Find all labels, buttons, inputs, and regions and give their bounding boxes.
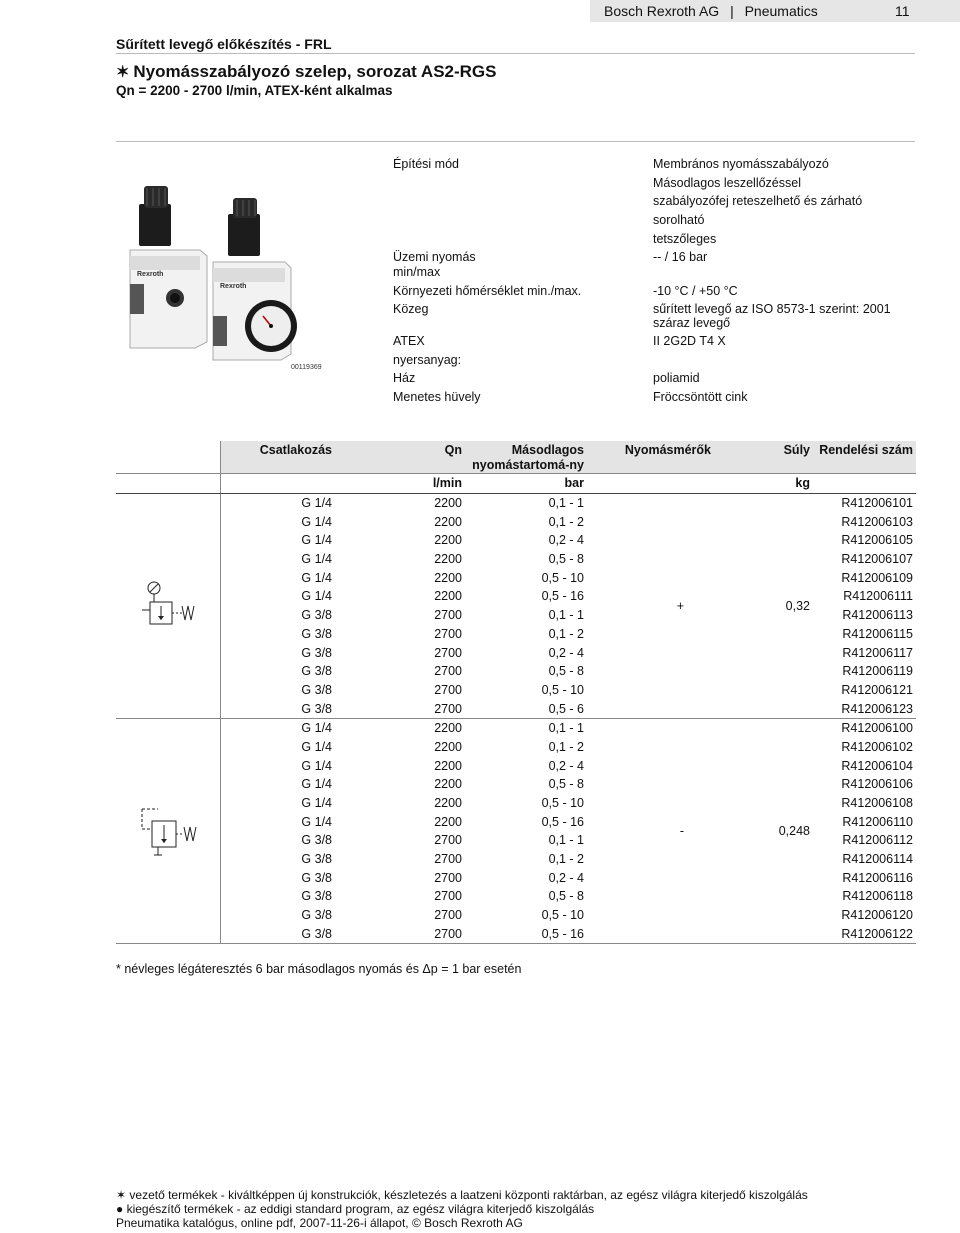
- spec-label: ATEX: [393, 334, 425, 348]
- cell-qn: 2700: [434, 833, 462, 848]
- cell-range: 0,5 - 8: [548, 889, 584, 904]
- cell-qn: 2700: [434, 852, 462, 867]
- cell-connection: G 3/8: [301, 664, 332, 679]
- cell-range: 0,5 - 8: [548, 777, 584, 792]
- cell-range: 0,1 - 2: [548, 514, 584, 529]
- cell-order-number: R412006106: [841, 777, 913, 792]
- divider: [116, 53, 915, 54]
- header-company: Bosch Rexroth AG | Pneumatics: [604, 3, 818, 19]
- cell-connection: G 1/4: [301, 514, 332, 529]
- cell-connection: G 1/4: [301, 552, 332, 567]
- lead-product-icon: ✶: [116, 1188, 127, 1202]
- header-order: Rendelési szám: [813, 441, 916, 474]
- spec-value: poliamid: [653, 371, 700, 385]
- cell-qn: 2200: [434, 721, 462, 736]
- cell-range: 0,1 - 2: [548, 626, 584, 641]
- cell-qn: 2700: [434, 682, 462, 697]
- cell-range: 0,5 - 10: [541, 908, 584, 923]
- cell-qn: 2700: [335, 699, 465, 718]
- cell-connection: G 3/8: [301, 682, 332, 697]
- cell-range: 0,1 - 1: [548, 833, 584, 848]
- cell-connection: G 1/4: [301, 796, 332, 811]
- cell-qn: 2200: [434, 533, 462, 548]
- cell-order-number: R412006111: [843, 589, 913, 604]
- cell-connection: G 1/4: [301, 496, 332, 511]
- cell-range: 0,2 - 4: [548, 533, 584, 548]
- header-weight: Súly: [714, 441, 813, 474]
- divider: [116, 141, 915, 142]
- spec-value: sűrített levegő az ISO 8573-1 szerint: 2001 száraz levegő: [653, 302, 891, 330]
- cell-range: 0,5 - 6: [465, 699, 587, 718]
- cell-range: 0,1 - 1: [548, 721, 584, 736]
- cell-qn: 2700: [434, 908, 462, 923]
- table-units-row: [116, 474, 916, 494]
- cell-order-number: R412006104: [841, 758, 913, 773]
- header-connection: Csatlakozás: [221, 441, 336, 474]
- cell-qn: 2700: [434, 870, 462, 885]
- section-title: Sűrített levegő előkészítés - FRL: [116, 36, 332, 52]
- header-gauge: Nyomásmérők: [587, 441, 714, 474]
- cell-qn: 2200: [434, 814, 462, 829]
- cell-connection: G 3/8: [301, 608, 332, 623]
- table-row: [116, 493, 916, 512]
- cell-connection: G 3/8: [221, 699, 336, 718]
- cell-order-number: R412006105: [841, 533, 913, 548]
- spec-value: II 2G2D T4 X: [653, 334, 726, 348]
- cell-order-number: R412006119: [842, 664, 913, 679]
- spec-label: Menetes hüvely: [393, 390, 481, 404]
- cell-qn: 2200: [434, 777, 462, 792]
- cell-range: 0,5 - 16: [465, 925, 587, 944]
- cell-range: 0,1 - 2: [548, 739, 584, 754]
- product-subtitle: Qn = 2200 - 2700 l/min, ATEX-ként alkalmas: [116, 83, 393, 98]
- cell-qn: 2200: [434, 514, 462, 529]
- complementary-product-icon: ●: [116, 1202, 124, 1216]
- cell-connection: G 1/4: [301, 570, 332, 585]
- cell-range: 0,1 - 2: [548, 852, 584, 867]
- cell-qn: 2700: [434, 626, 462, 641]
- spec-value: Fröccsöntött cink: [653, 390, 748, 404]
- header-qn: Qn: [335, 441, 465, 474]
- spec-label: nyersanyag:: [393, 353, 462, 367]
- product-title: ✶ Nyomásszabályozó szelep, sorozat AS2-RGS: [116, 62, 497, 81]
- order-table: [116, 441, 916, 944]
- cell-connection: G 3/8: [301, 645, 332, 660]
- order-table-body: [116, 493, 916, 944]
- table-row: [116, 718, 916, 737]
- cell-order-number: R412006108: [841, 796, 913, 811]
- catalog-info: Pneumatika katalógus, online pdf, 2007-11-26-i állapot, © Bosch Rexroth AG: [116, 1216, 523, 1230]
- cell-range: 0,5 - 8: [548, 552, 584, 567]
- cell-qn: 2200: [434, 796, 462, 811]
- brand-label: Rexroth: [220, 283, 247, 290]
- cell-connection: G 3/8: [301, 833, 332, 848]
- cell-order-number: R412006107: [841, 552, 913, 567]
- unit-range: bar: [465, 474, 587, 494]
- unit-weight: kg: [714, 474, 813, 494]
- cell-order-number: R412006110: [842, 814, 913, 829]
- regulator-unit-right: [213, 198, 297, 360]
- cell-range: 0,5 - 16: [541, 589, 584, 604]
- cell-order-number: R412006114: [842, 852, 913, 867]
- cell-range: 0,1 - 1: [548, 496, 584, 511]
- spec-label: Ház: [393, 371, 416, 385]
- footnote: * névleges légáteresztés 6 bar másodlagos nyomás és Δp = 1 bar esetén: [116, 962, 522, 976]
- spec-value: -10 °C / +50 °C: [653, 284, 738, 298]
- cell-order-number: R412006121: [841, 682, 913, 697]
- cell-order-number: R412006118: [842, 889, 913, 904]
- spec-value: Másodlagos leszellőzéssel: [653, 176, 801, 190]
- cell-qn: 2200: [434, 758, 462, 773]
- cell-range: 0,1 - 1: [548, 608, 584, 623]
- cell-connection: G 3/8: [301, 870, 332, 885]
- spec-value: tetszőleges: [653, 232, 717, 246]
- cell-qn: 2700: [335, 925, 465, 944]
- spec-value: sorolható: [653, 213, 705, 227]
- cell-order-number: R412006102: [841, 739, 913, 754]
- cell-range: 0,5 - 10: [541, 570, 584, 585]
- cell-range: 0,2 - 4: [548, 870, 584, 885]
- cell-weight: 0,248: [714, 718, 813, 943]
- image-id: 00119369: [291, 364, 322, 371]
- product-photo: [125, 176, 350, 376]
- cell-range: 0,2 - 4: [548, 645, 584, 660]
- cell-order-number: R412006115: [842, 626, 913, 641]
- cell-order-number: R412006123: [813, 699, 916, 718]
- cell-connection: G 1/4: [301, 589, 332, 604]
- legend-complementary-products: ● kiegészítő termékek - az eddigi standard program, az egész világra kiterjedő kiszolgálás: [116, 1202, 595, 1216]
- cell-qn: 2200: [434, 589, 462, 604]
- cell-order-number: R412006100: [841, 721, 913, 736]
- cell-range: 0,5 - 10: [541, 796, 584, 811]
- regulator-unit-left: [130, 186, 207, 348]
- regulator-without-gauge-icon: [116, 718, 221, 943]
- cell-order-number: R412006112: [842, 833, 913, 848]
- spec-value: -- / 16 bar: [653, 250, 708, 264]
- cell-gauge: -: [587, 718, 714, 943]
- cell-order-number: R412006117: [842, 645, 913, 660]
- cell-order-number: R412006116: [842, 870, 913, 885]
- cell-connection: G 3/8: [301, 852, 332, 867]
- spec-label: Környezeti hőmérséklet min./max.: [393, 284, 582, 298]
- cell-weight: 0,32: [714, 493, 813, 718]
- cell-order-number: R412006113: [842, 608, 913, 623]
- cell-qn: 2200: [434, 552, 462, 567]
- cell-connection: G 3/8: [301, 889, 332, 904]
- cell-order-number: R412006120: [841, 908, 913, 923]
- cell-qn: 2200: [434, 570, 462, 585]
- unit-qn: l/min: [335, 474, 465, 494]
- cell-qn: 2700: [434, 645, 462, 660]
- spec-label: Üzemi nyomás min/max: [393, 250, 476, 279]
- cell-connection: G 3/8: [301, 626, 332, 641]
- cell-connection: G 3/8: [221, 925, 336, 944]
- lead-product-icon: ✶: [116, 64, 130, 81]
- cell-qn: 2700: [434, 608, 462, 623]
- header-range: Másodlagos nyomástartomá-ny: [465, 441, 587, 474]
- cell-range: 0,5 - 16: [541, 814, 584, 829]
- page-number: 11: [895, 3, 910, 19]
- cell-qn: 2700: [434, 889, 462, 904]
- cell-connection: G 1/4: [301, 758, 332, 773]
- brand-label: Rexroth: [137, 271, 164, 278]
- cell-range: 0,5 - 8: [548, 664, 584, 679]
- cell-order-number: R412006103: [841, 514, 913, 529]
- spec-value: Membrános nyomásszabályozó: [653, 157, 829, 171]
- cell-range: 0,5 - 10: [541, 682, 584, 697]
- cell-connection: G 1/4: [301, 777, 332, 792]
- table-header-row: [116, 441, 916, 474]
- cell-range: 0,2 - 4: [548, 758, 584, 773]
- cell-connection: G 1/4: [301, 739, 332, 754]
- spec-value: szabályozófej reteszelhető és zárható: [653, 194, 863, 208]
- cell-qn: 2700: [434, 664, 462, 679]
- cell-order-number: R412006109: [841, 570, 913, 585]
- cell-connection: G 3/8: [301, 908, 332, 923]
- cell-connection: G 1/4: [301, 814, 332, 829]
- cell-gauge: +: [587, 493, 714, 718]
- cell-qn: 2200: [434, 496, 462, 511]
- cell-connection: G 1/4: [301, 721, 332, 736]
- cell-order-number: R412006101: [841, 496, 913, 511]
- legend-lead-products: ✶ vezető termékek - kiváltképpen új konstrukciók, készletezés a laatzeni központi raktárban, az egész világra kiterjedő kiszolgálás: [116, 1188, 808, 1202]
- cell-connection: G 1/4: [301, 533, 332, 548]
- header-symbol: [116, 441, 221, 474]
- spec-label: Közeg: [393, 302, 429, 316]
- regulator-with-gauge-icon: [116, 493, 221, 718]
- cell-order-number: R412006122: [813, 925, 916, 944]
- cell-qn: 2200: [434, 739, 462, 754]
- spec-label: Építési mód: [393, 157, 460, 171]
